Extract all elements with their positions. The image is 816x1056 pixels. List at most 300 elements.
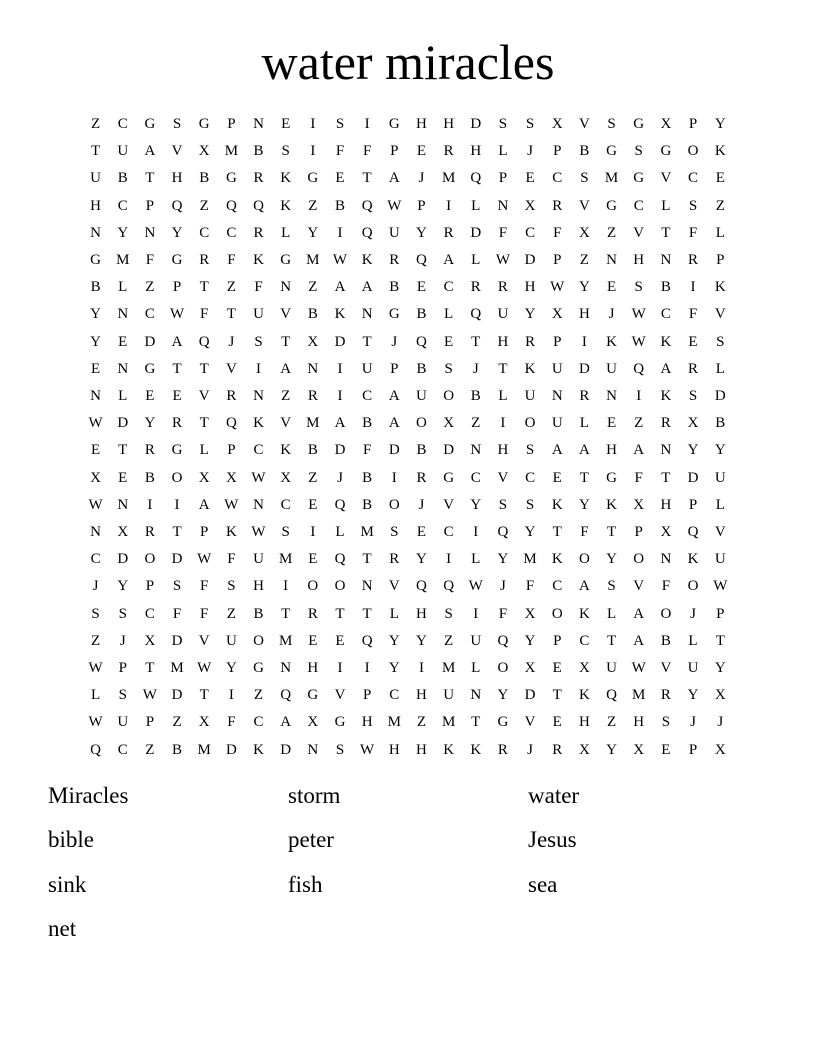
grid-letter: F (688, 306, 698, 323)
word-list (48, 779, 768, 956)
grid-letter: E (308, 632, 318, 649)
grid-letter: N (660, 442, 672, 459)
grid-letter: T (281, 333, 291, 350)
grid-letter: M (279, 551, 293, 568)
grid-letter: S (118, 605, 127, 622)
grid-row (82, 465, 734, 492)
grid-letter: Q (470, 306, 482, 323)
grid-letter: I (228, 687, 234, 704)
grid-letter: T (471, 333, 481, 350)
grid-letter: L (471, 252, 481, 269)
word-list-item: Jesus (528, 827, 577, 853)
grid-letter: Y (714, 442, 726, 459)
grid-letter: U (416, 388, 427, 405)
grid-letter: P (145, 714, 155, 731)
grid-letter: M (306, 252, 320, 269)
grid-letter: L (606, 605, 617, 622)
grid-letter: O (633, 551, 645, 568)
grid-letter: K (253, 415, 264, 432)
grid-letter: O (416, 415, 427, 432)
grid-letter: F (498, 224, 508, 241)
grid-letter: W (224, 496, 239, 513)
grid-letter: Q (280, 687, 292, 704)
grid-letter: C (688, 170, 699, 187)
grid-letter: B (579, 143, 590, 160)
grid-letter: S (281, 524, 290, 541)
grid-letter: K (253, 741, 264, 758)
grid-letter: G (443, 469, 455, 486)
grid-letter: G (90, 252, 101, 269)
grid-letter: H (171, 170, 183, 187)
grid-letter: M (197, 741, 211, 758)
grid-letter: X (633, 741, 645, 758)
grid-letter: X (198, 143, 210, 160)
grid-letter: R (688, 360, 699, 377)
grid-row (82, 138, 734, 165)
grid-letter: X (551, 306, 563, 323)
grid-letter: L (715, 224, 725, 241)
grid-letter: L (335, 524, 345, 541)
grid-letter: P (716, 605, 725, 622)
grid-letter: Y (714, 660, 726, 677)
grid-letter: B (416, 306, 427, 323)
grid-letter: W (631, 306, 646, 323)
grid-letter: S (444, 605, 453, 622)
grid-letter: L (715, 360, 725, 377)
grid-letter: K (578, 687, 590, 704)
grid-letter: E (335, 632, 345, 649)
grid-letter: Y (90, 306, 101, 323)
grid-letter: V (280, 306, 292, 323)
grid-letter: C (660, 306, 671, 323)
grid-letter: R (389, 252, 400, 269)
grid-letter: T (281, 605, 291, 622)
grid-letter: P (118, 660, 127, 677)
grid-letter: H (307, 660, 319, 677)
grid-letter: T (552, 524, 562, 541)
grid-letter: Y (225, 660, 237, 677)
grid-letter: N (117, 306, 129, 323)
grid-letter: C (443, 524, 454, 541)
grid-letter: Y (578, 496, 590, 513)
grid-letter: G (334, 714, 346, 731)
grid-letter: V (280, 415, 292, 432)
grid-letter: Y (117, 578, 129, 595)
grid-letter: G (606, 197, 617, 214)
grid-letter: R (416, 469, 427, 486)
grid-letter: Q (497, 632, 509, 649)
grid-letter: I (690, 279, 696, 296)
grid-letter: K (714, 143, 726, 160)
grid-letter: W (88, 496, 103, 513)
grid-letter: H (524, 279, 536, 296)
grid-letter: T (661, 469, 671, 486)
grid-letter: O (660, 605, 672, 622)
grid-row (82, 709, 734, 736)
grid-letter: C (253, 442, 264, 459)
grid-letter: P (145, 197, 155, 214)
grid-letter: B (90, 279, 101, 296)
grid-letter: V (578, 116, 590, 132)
grid-letter: I (337, 660, 343, 677)
grid-letter: D (334, 333, 346, 350)
grid-letter: Z (281, 388, 291, 405)
grid-letter: R (525, 333, 536, 350)
grid-letter: F (553, 224, 562, 241)
grid-letter: B (307, 306, 318, 323)
grid-letter: G (660, 143, 672, 160)
grid-letter: O (388, 496, 400, 513)
grid-letter: K (551, 496, 563, 513)
grid-letter: F (580, 524, 589, 541)
grid-letter: I (310, 116, 316, 132)
grid-letter: T (606, 524, 617, 541)
grid-letter: L (498, 388, 508, 405)
grid-letter: K (606, 496, 617, 513)
grid-letter: T (199, 360, 209, 377)
grid-letter: G (198, 116, 210, 132)
grid-letter: U (225, 632, 237, 649)
grid-letter: P (227, 442, 236, 459)
grid-letter: Z (444, 632, 454, 649)
grid-letter: J (500, 578, 506, 595)
grid-letter: A (144, 143, 156, 160)
grid-letter: Z (606, 224, 617, 241)
grid-letter: Q (687, 524, 699, 541)
grid-letter: A (388, 388, 400, 405)
grid-letter: Y (578, 279, 590, 296)
grid-letter: W (495, 252, 510, 269)
grid-letter: Y (171, 224, 183, 241)
grid-letter: J (690, 714, 696, 731)
grid-letter: Z (145, 279, 155, 296)
grid-letter: B (117, 170, 128, 187)
grid-letter: X (714, 687, 726, 704)
grid-letter: W (387, 197, 402, 214)
grid-letter: Z (308, 197, 318, 214)
grid-letter: U (714, 551, 726, 568)
grid-letter: E (118, 333, 128, 350)
grid-letter: Q (334, 551, 346, 568)
grid-letter: F (362, 143, 372, 160)
grid-letter: A (633, 632, 645, 649)
grid-letter: B (660, 279, 671, 296)
grid-letter: S (661, 714, 671, 731)
grid-letter: C (226, 224, 237, 241)
grid-letter: L (90, 687, 101, 704)
grid-row (82, 301, 734, 328)
grid-letter: N (470, 687, 482, 704)
grid-letter: R (497, 279, 508, 296)
grid-letter: X (578, 660, 590, 677)
grid-letter: S (335, 741, 345, 758)
grid-letter: F (200, 306, 209, 323)
word-list-item: storm (288, 783, 341, 808)
grid-letter: W (142, 687, 157, 704)
grid-letter: U (117, 143, 129, 160)
grid-letter: S (525, 442, 535, 459)
grid-letter: D (171, 632, 183, 649)
grid-letter: H (470, 143, 482, 160)
grid-row (82, 437, 734, 464)
grid-letter: B (307, 442, 318, 459)
grid-letter: G (606, 469, 617, 486)
grid-letter: E (145, 388, 155, 405)
grid-letter: K (660, 388, 672, 405)
grid-letter: E (688, 333, 698, 350)
grid-letter: T (552, 687, 562, 704)
grid-letter: X (714, 741, 726, 758)
grid-letter: C (362, 388, 373, 405)
word-list-item: water (528, 783, 580, 808)
grid-letter: K (687, 551, 699, 568)
grid-letter: S (716, 333, 725, 350)
grid-letter: U (551, 360, 563, 377)
grid-letter: V (633, 224, 645, 241)
grid-row (82, 682, 734, 709)
grid-letter: O (171, 469, 183, 486)
grid-letter: U (361, 360, 373, 377)
grid-letter: S (607, 578, 616, 595)
grid-letter: C (90, 551, 101, 568)
grid-letter: E (661, 741, 671, 758)
grid-letter: P (498, 170, 508, 187)
grid-letter: C (525, 224, 536, 241)
grid-letter: M (441, 170, 456, 187)
grid-letter: X (198, 714, 210, 731)
grid-letter: Q (633, 360, 645, 377)
grid-letter: N (551, 388, 563, 405)
grid-letter: Q (416, 252, 427, 269)
word-list-item: bible (48, 827, 94, 853)
grid-letter: G (388, 306, 400, 323)
grid-letter: I (636, 388, 642, 405)
grid-letter: N (361, 306, 373, 323)
grid-letter: Z (172, 714, 182, 731)
grid-letter: C (389, 687, 400, 704)
grid-letter: C (117, 741, 128, 758)
grid-letter: K (443, 741, 455, 758)
grid-letter: R (443, 224, 454, 241)
grid-letter: H (416, 687, 427, 704)
grid-letter: H (388, 741, 400, 758)
grid-letter: M (387, 714, 401, 731)
grid-letter: T (226, 306, 236, 323)
grid-letter: Z (199, 197, 209, 214)
grid-letter: B (416, 442, 427, 459)
grid-letter: S (688, 197, 698, 214)
grid-letter: H (416, 741, 427, 758)
grid-letter: X (524, 605, 536, 622)
grid-letter: Y (470, 496, 482, 513)
grid-letter: N (470, 442, 482, 459)
grid-letter: S (172, 578, 182, 595)
grid-letter: Z (308, 279, 318, 296)
grid-letter: N (253, 496, 264, 513)
grid-letter: V (334, 687, 346, 704)
grid-letter: R (552, 741, 563, 758)
grid-letter: X (307, 333, 319, 350)
grid-letter: T (335, 605, 345, 622)
grid-letter: L (498, 143, 508, 160)
grid-letter: T (90, 143, 101, 160)
grid-letter: R (144, 524, 155, 541)
grid-letter: Y (388, 660, 400, 677)
grid-letter: U (90, 170, 101, 187)
grid-letter: A (660, 360, 672, 377)
grid-letter: Z (90, 632, 101, 649)
grid-letter: V (714, 306, 726, 323)
grid-letter: X (443, 415, 455, 432)
grid-letter: V (198, 388, 210, 405)
grid-letter: I (446, 197, 452, 214)
grid-letter: V (497, 469, 509, 486)
grid-letter: Q (606, 687, 617, 704)
grid-letter: E (525, 170, 535, 187)
grid-letter: K (253, 252, 264, 269)
grid-letter: G (606, 143, 617, 160)
grid-letter: R (307, 388, 318, 405)
grid-letter: W (332, 252, 348, 269)
grid-letter: T (498, 360, 508, 377)
grid-row (82, 220, 734, 247)
grid-letter: N (361, 578, 373, 595)
grid-letter: U (497, 306, 509, 323)
grid-letter: B (660, 632, 671, 649)
grid-letter: B (470, 388, 481, 405)
grid-letter: H (361, 714, 373, 731)
grid-letter: T (172, 360, 182, 377)
grid-letter: J (527, 741, 533, 758)
grid-letter: T (172, 524, 182, 541)
grid-letter: L (199, 442, 209, 459)
grid-letter: H (253, 578, 264, 595)
grid-letter: Z (634, 415, 644, 432)
grid-letter: U (253, 551, 264, 568)
grid-letter: V (578, 197, 590, 214)
grid-letter: P (553, 632, 562, 649)
grid-letter: N (606, 252, 617, 269)
grid-letter: W (88, 415, 103, 432)
grid-letter: X (307, 714, 319, 731)
grid-letter: E (308, 551, 318, 568)
grid-letter: E (715, 170, 725, 187)
grid-letter: V (388, 578, 400, 595)
grid-row (82, 492, 734, 519)
grid-letter: M (170, 660, 184, 677)
grid-letter: A (361, 279, 373, 296)
grid-letter: O (551, 605, 563, 622)
grid-letter: D (334, 442, 346, 459)
grid-letter: R (579, 388, 590, 405)
grid-letter: A (334, 415, 346, 432)
grid-letter: O (524, 415, 536, 432)
grid-letter: G (171, 252, 183, 269)
grid-letter: V (660, 170, 672, 187)
word-list-item: Miracles (48, 783, 129, 808)
grid-letter: D (171, 687, 183, 704)
grid-letter: M (604, 170, 619, 187)
grid-letter: N (497, 197, 509, 214)
grid-letter: V (443, 496, 455, 513)
grid-letter: X (280, 469, 292, 486)
grid-letter: C (633, 197, 644, 214)
grid-letter: Y (524, 524, 536, 541)
grid-letter: H (606, 442, 617, 459)
grid-letter: F (145, 252, 155, 269)
grid-letter: W (631, 660, 646, 677)
grid-letter: U (253, 306, 264, 323)
grid-letter: D (470, 224, 482, 241)
grid-letter: J (391, 333, 398, 350)
grid-row (82, 247, 734, 274)
grid-letter: P (417, 197, 426, 214)
grid-letter: C (443, 279, 454, 296)
grid-letter: D (171, 551, 183, 568)
grid-letter: J (337, 469, 343, 486)
grid-letter: L (471, 197, 481, 214)
grid-letter: Z (579, 252, 589, 269)
grid-letter: R (172, 415, 183, 432)
grid-letter: L (281, 224, 291, 241)
grid-letter: N (90, 224, 101, 241)
grid-letter: S (525, 496, 535, 513)
grid-letter: Z (606, 714, 617, 731)
grid-letter: W (251, 469, 266, 486)
grid-letter: Q (90, 741, 101, 758)
grid-letter: W (88, 660, 103, 677)
grid-letter: L (715, 496, 725, 513)
grid-letter: F (661, 578, 671, 595)
grid-letter: Q (334, 496, 346, 513)
grid-letter: S (498, 496, 508, 513)
grid-letter: X (660, 116, 672, 132)
grid-letter: A (633, 605, 645, 622)
grid-letter: E (90, 442, 101, 459)
grid-letter: B (172, 741, 183, 758)
grid-letter: Y (687, 442, 699, 459)
grid-letter: I (147, 496, 153, 513)
grid-letter: E (90, 360, 101, 377)
grid-letter: F (688, 224, 698, 241)
grid-letter: Y (497, 551, 509, 568)
grid-row (82, 737, 734, 764)
grid-letter: G (307, 170, 319, 187)
grid-letter: S (498, 116, 508, 132)
word-list-item: sink (48, 871, 87, 897)
grid-letter: S (607, 116, 616, 132)
grid-letter: V (225, 360, 237, 377)
grid-letter: A (578, 578, 590, 595)
grid-letter: G (633, 116, 645, 132)
grid-letter: R (199, 252, 210, 269)
grid-letter: Y (144, 415, 156, 432)
grid-row (82, 628, 734, 655)
word-list-item: peter (288, 827, 334, 853)
grid-letter: K (280, 170, 292, 187)
grid-letter: S (444, 360, 453, 377)
grid-letter: P (362, 687, 372, 704)
grid-letter: I (310, 143, 316, 160)
grid-letter: X (524, 660, 536, 677)
grid-letter: O (144, 551, 156, 568)
grid-letter: Y (497, 687, 509, 704)
grid-letter: E (552, 469, 562, 486)
grid-letter: Z (308, 469, 318, 486)
grid-letter: T (362, 605, 372, 622)
grid-letter: K (225, 524, 237, 541)
grid-letter: E (416, 143, 427, 160)
